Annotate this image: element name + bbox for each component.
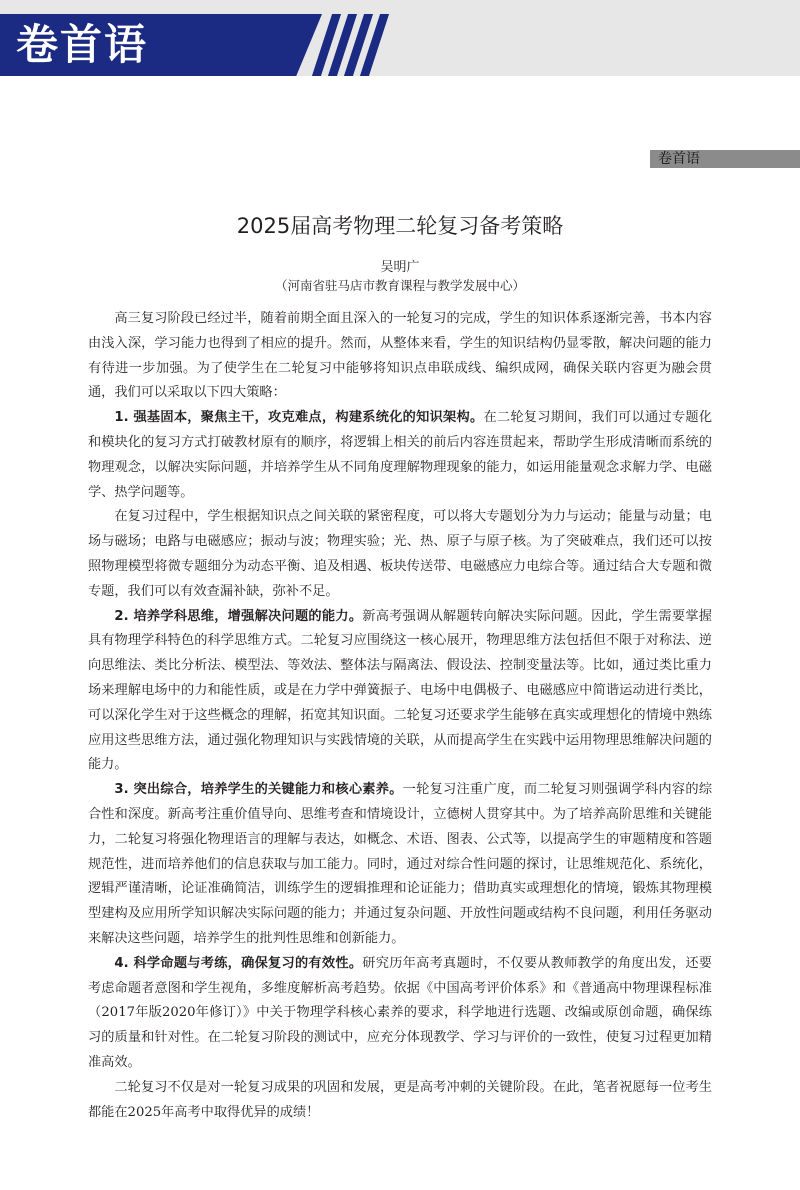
strategy-heading: 2. 培养学科思维，增强解决问题的能力。 xyxy=(114,608,363,624)
header-stripes-decoration xyxy=(312,14,392,76)
paragraph-conclusion xyxy=(88,1076,712,1126)
paragraph-text: 新高考强调从解题转向解决实际问题。因此，学生需要掌握具有物理学科特色的科学思维方式。二轮复习应围绕这一核心展开，物理思维方法包括但不限于对称法、逆向思维法、类比分析法、模型法、等效法、整体法与隔离法、假设法、控制变量法等。比如，通过类比重力场来理解电场中的力和能性质，或是在力学中弹簧振子、电场中电偶极子、电磁感应中简谐运动进行类比，可以深化学生对于这些概念的理解，拓宽其知识面。二轮复习还要求学生能够在真实或理想化的情境中熟练应用这些思维方法，通过强化物理知识与实践情境的关联，从而提高学生在实践中运用物理思维解决问题的能力。 xyxy=(88,608,712,773)
paragraph-text: 高三复习阶段已经过半，随着前期全面且深入的一轮复习的完成，学生的知识体系逐渐完善，书本内容由浅入深，学习能力也得到了相应的提升。然而，从整体来看，学生的知识结构仍显零散，解决问题的能力有待进一步加强。为了使学生在二轮复习中能够将知识点串联成线、编织成网，确保关联内容更为融会贯通，我们可以采取以下四大策略： xyxy=(88,311,712,401)
paragraph-text: 在二轮复习期间，我们可以通过专题化和模块化的复习方式打破教材原有的顺序，将逻辑上相关的前后内容连贯起来，帮助学生形成清晰而系统的物理观念，以解决实际问题，并培养学生从不同角度理解物理现象的能力，如运用能量观念求解力学、电磁学、热学问题等。 xyxy=(88,410,713,500)
strategy-heading: 1. 强基固本，聚焦主干，攻克难点，构建系统化的知识架构。 xyxy=(114,410,484,426)
strategy-heading: 3. 突出综合，培养学生的关键能力和核心素养。 xyxy=(114,782,403,798)
article-author: 吴明广 xyxy=(380,260,420,275)
paragraph-strategy-2 xyxy=(88,605,712,779)
paragraph-strategy-3 xyxy=(88,778,712,952)
paragraph-intro xyxy=(88,307,712,406)
paragraph-strategy-1 xyxy=(88,406,712,505)
article-title: 2025届高考物理二轮复习备考策略 xyxy=(236,214,564,238)
paragraph-text: 一轮复习注重广度，而二轮复习则强调学科内容的综合性和深度。新高考注重价值导向、思维考查和情境设计，立德树人贯穿其中。为了培养高阶思维和关键能力，二轮复习将强化物理语言的理解与表达，如概念、术语、图表、公式等，以提高学生的审题精度和答题规范性，进而培养他们的信息获取与加工能力。同时，通过对综合性问题的探讨，让思维规范化、系统化，逻辑严谨清晰，论证准确简洁，训练学生的逻辑推理和论证能力；借助真实或理想化的情境，锻炼其物理模型建构及应用所学知识解决实际问题的能力；并通过复杂问题、开放性问题或结构不良问题，利用任务驱动来解决这些问题，培养学生的批判性思维和创新能力。 xyxy=(88,782,713,946)
paragraph-strategy-1-detail xyxy=(88,505,712,604)
paragraph-text: 在复习过程中，学生根据知识点之间关联的紧密程度，可以将大专题划分为力与运动；能量与动量；电场与磁场；电路与电磁感应；振动与波；物理实验；光、热、原子与原子核。为了突破难点，我们还可以按照物理模型将微专题细分为动态平衡、追及相遇、板块传送带、电磁感应力电综合等。通过结合大专题和微专题，我们可以有效查漏补缺，弥补不足。 xyxy=(88,509,712,599)
section-tag: 卷首语 xyxy=(650,150,800,168)
paragraph-text: 二轮复习不仅是对一轮复习成果的巩固和发展，更是高考冲刺的关键阶段。在此，笔者祝愿每一位考生都能在2025年高考中取得优异的成绩！ xyxy=(88,1079,712,1120)
header-title: 卷首语 xyxy=(16,20,149,69)
page-header xyxy=(0,0,800,76)
paragraph-text: 研究历年高考真题时，不仅要从教师教学的角度出发，还要考虑命题者意图和学生视角，多维度解析高考趋势。依据《中国高考评价体系》和《普通高中物理课程标准（2017年版2020年修订）》中关于物理学科核心素养的要求，科学地进行选题、改编或原创命题，确保练习的质量和针对性。在二轮复习阶段的测试中，应充分体现教学、学习与评价的一致性，使复习过程更加精准高效。 xyxy=(88,955,712,1070)
strategy-heading: 4. 科学命题与考练，确保复习的有效性。 xyxy=(114,955,363,971)
article-body xyxy=(88,307,712,1125)
paragraph-strategy-4 xyxy=(88,952,712,1076)
article-affiliation: （河南省驻马店市教育课程与教学发展中心） xyxy=(274,278,525,293)
